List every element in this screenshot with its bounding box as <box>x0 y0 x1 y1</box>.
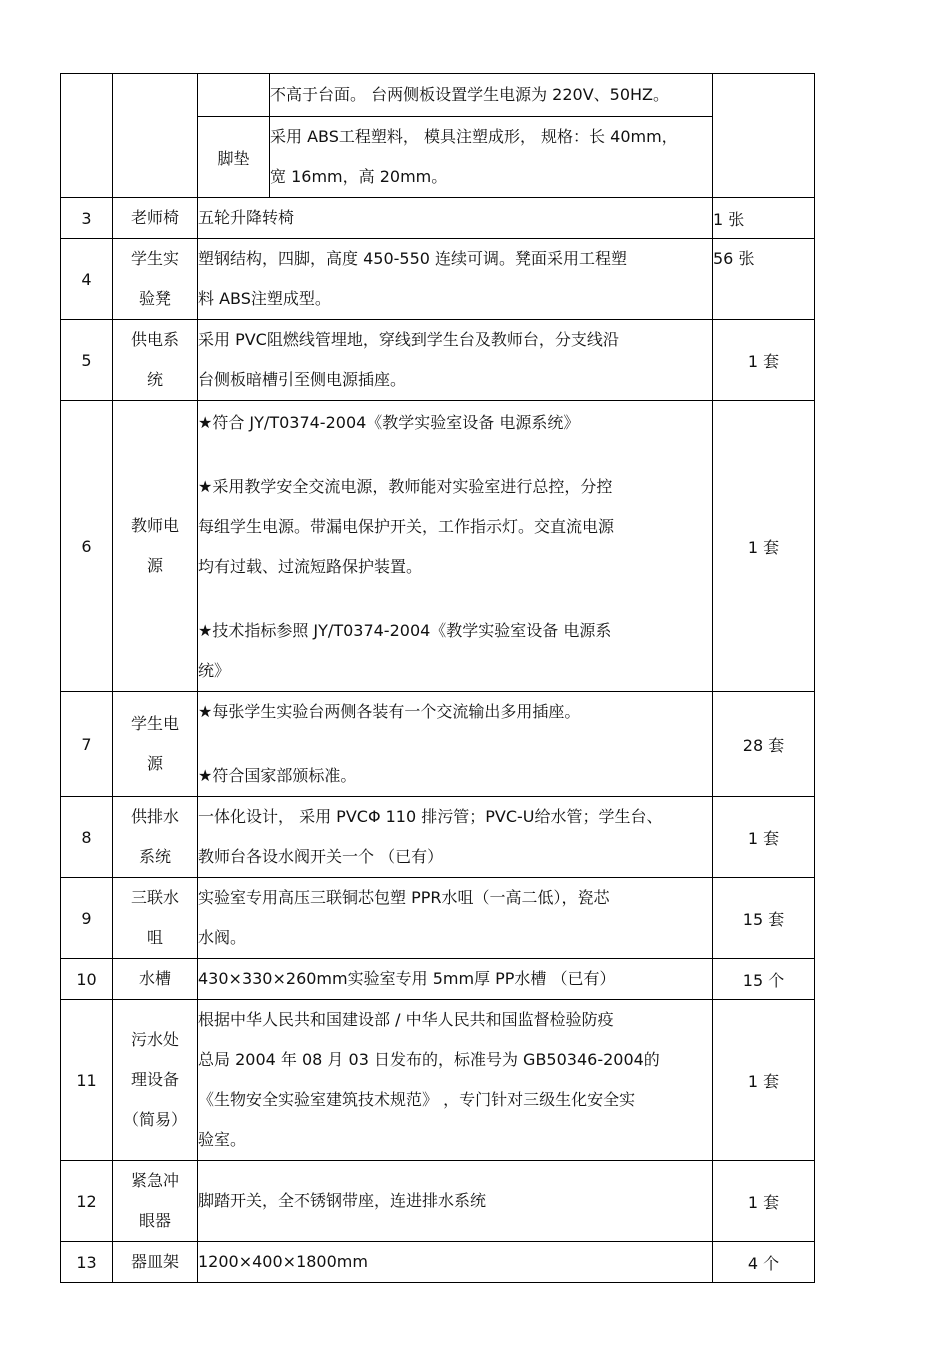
item-quantity: 1 张 <box>713 198 815 239</box>
desc-line: 统》 <box>198 661 231 680</box>
item-name: 老师椅 <box>113 198 198 239</box>
desc-line: 验室。 <box>198 1130 247 1149</box>
item-desc-cell <box>198 320 713 401</box>
desc-line: ★采用教学安全交流电源，教师能对实验室进行总控，分控 <box>198 477 613 496</box>
desc-line: 不高于台面。 台两侧板设置学生电源为 220V、50HZ。 <box>270 85 670 104</box>
table-row <box>61 692 815 797</box>
desc-line: 料 ABS注塑成型。 <box>198 289 331 308</box>
item-name: 教师电 源 <box>113 401 198 692</box>
item-name: 学生电 源 <box>113 692 198 797</box>
desc-line: 塑钢结构，四脚，高度 450-550 连续可调。凳面采用工程塑 <box>198 249 628 268</box>
desc-line: 430×330×260mm实验室专用 5mm厚 PP水槽 （已有） <box>198 969 616 988</box>
table-row <box>61 239 815 320</box>
item-name: 器皿架 <box>113 1242 198 1283</box>
table-row <box>61 74 815 117</box>
item-name: 供电系 统 <box>113 320 198 401</box>
desc-line: 实验室专用高压三联铜芯包塑 PPR水咀（一高二低），瓷芯 <box>198 888 610 907</box>
item-quantity: 1 套 <box>713 401 815 692</box>
item-name: 紧急冲 眼器 <box>113 1161 198 1242</box>
desc-line: 水阀。 <box>198 928 247 947</box>
table-row <box>61 198 815 239</box>
item-desc-cell <box>270 74 713 117</box>
row-number: 4 <box>61 239 113 320</box>
item-quantity: 28 套 <box>713 692 815 797</box>
row-number: 3 <box>61 198 113 239</box>
item-quantity: 4 个 <box>713 1242 815 1283</box>
row-number: 8 <box>61 797 113 878</box>
item-name: 污水处 理设备 （简易） <box>113 1000 198 1161</box>
table-row <box>61 1161 815 1242</box>
item-quantity: 1 套 <box>713 1000 815 1161</box>
qty-cell <box>713 74 815 198</box>
desc-line: 五轮升降转椅 <box>198 208 295 227</box>
desc-line: 均有过载、过流短路保护装置。 <box>198 557 423 576</box>
table-row <box>61 401 815 692</box>
item-quantity: 56 张 <box>713 239 815 320</box>
desc-line: 一体化设计， 采用 PVCΦ 110 排污管；PVC-U给水管；学生台、 <box>198 807 663 826</box>
item-quantity: 15 套 <box>713 878 815 959</box>
item-desc-cell <box>198 692 713 797</box>
item-desc-cell <box>198 1161 713 1242</box>
desc-line: 采用 ABS工程塑料， 模具注塑成形， 规格：长 40mm， <box>270 127 678 146</box>
table-row <box>61 959 815 1000</box>
item-quantity: 1 套 <box>713 1161 815 1242</box>
sub-label-cell: 脚垫 <box>198 117 270 198</box>
row-number: 6 <box>61 401 113 692</box>
desc-line: 根据中华人民共和国建设部 / 中华人民共和国监督检验防疫 <box>198 1010 614 1029</box>
row-number: 12 <box>61 1161 113 1242</box>
desc-line: 台侧板暗槽引至侧电源插座。 <box>198 370 407 389</box>
desc-line: ★每张学生实验台两侧各装有一个交流输出多用插座。 <box>198 702 581 721</box>
row-number-cell <box>61 74 113 198</box>
desc-line: 每组学生电源。带漏电保护开关，工作指示灯。交直流电源 <box>198 517 615 536</box>
item-name: 水槽 <box>113 959 198 1000</box>
item-desc-cell <box>270 117 713 198</box>
row-number: 11 <box>61 1000 113 1161</box>
item-desc-cell <box>198 797 713 878</box>
item-desc-cell <box>198 401 713 692</box>
desc-line: 总局 2004 年 08 月 03 日发布的，标准号为 GB50346-2004的 <box>198 1050 660 1069</box>
item-desc-cell <box>198 878 713 959</box>
item-desc-cell <box>198 239 713 320</box>
item-desc-cell <box>198 1000 713 1161</box>
item-name-cell <box>113 74 198 198</box>
desc-line: 脚踏开关，全不锈钢带座，连进排水系统 <box>198 1191 487 1210</box>
desc-line: 1200×400×1800mm <box>198 1252 368 1271</box>
desc-line: 《生物安全实验室建筑技术规范》 ，专门针对三级生化安全实 <box>198 1090 636 1109</box>
item-desc-cell <box>198 959 713 1000</box>
desc-line: 采用 PVC阻燃线管埋地，穿线到学生台及教师台，分支线沿 <box>198 330 619 349</box>
row-number: 13 <box>61 1242 113 1283</box>
desc-line: 宽 16mm，高 20mm。 <box>270 167 448 186</box>
item-desc-cell <box>198 198 713 239</box>
spec-table <box>60 73 815 1283</box>
desc-line: 教师台各设水阀开关一个 （已有） <box>198 847 444 866</box>
item-name: 三联水 咀 <box>113 878 198 959</box>
table-row <box>61 1000 815 1161</box>
item-quantity: 1 套 <box>713 797 815 878</box>
table-row <box>61 878 815 959</box>
table-row <box>61 797 815 878</box>
desc-line: ★符合 JY/T0374-2004《教学实验室设备 电源系统》 <box>198 413 580 432</box>
row-number: 5 <box>61 320 113 401</box>
desc-line: ★符合国家部颁标准。 <box>198 766 357 785</box>
desc-line: ★技术指标参照 JY/T0374-2004《教学实验室设备 电源系 <box>198 621 612 640</box>
item-desc-cell <box>198 1242 713 1283</box>
item-quantity: 1 套 <box>713 320 815 401</box>
table-row <box>61 1242 815 1283</box>
item-name: 供排水 系统 <box>113 797 198 878</box>
item-name: 学生实 验凳 <box>113 239 198 320</box>
item-quantity: 15 个 <box>713 959 815 1000</box>
row-number: 7 <box>61 692 113 797</box>
table-row <box>61 320 815 401</box>
row-number: 9 <box>61 878 113 959</box>
sub-label-cell <box>198 74 270 117</box>
row-number: 10 <box>61 959 113 1000</box>
